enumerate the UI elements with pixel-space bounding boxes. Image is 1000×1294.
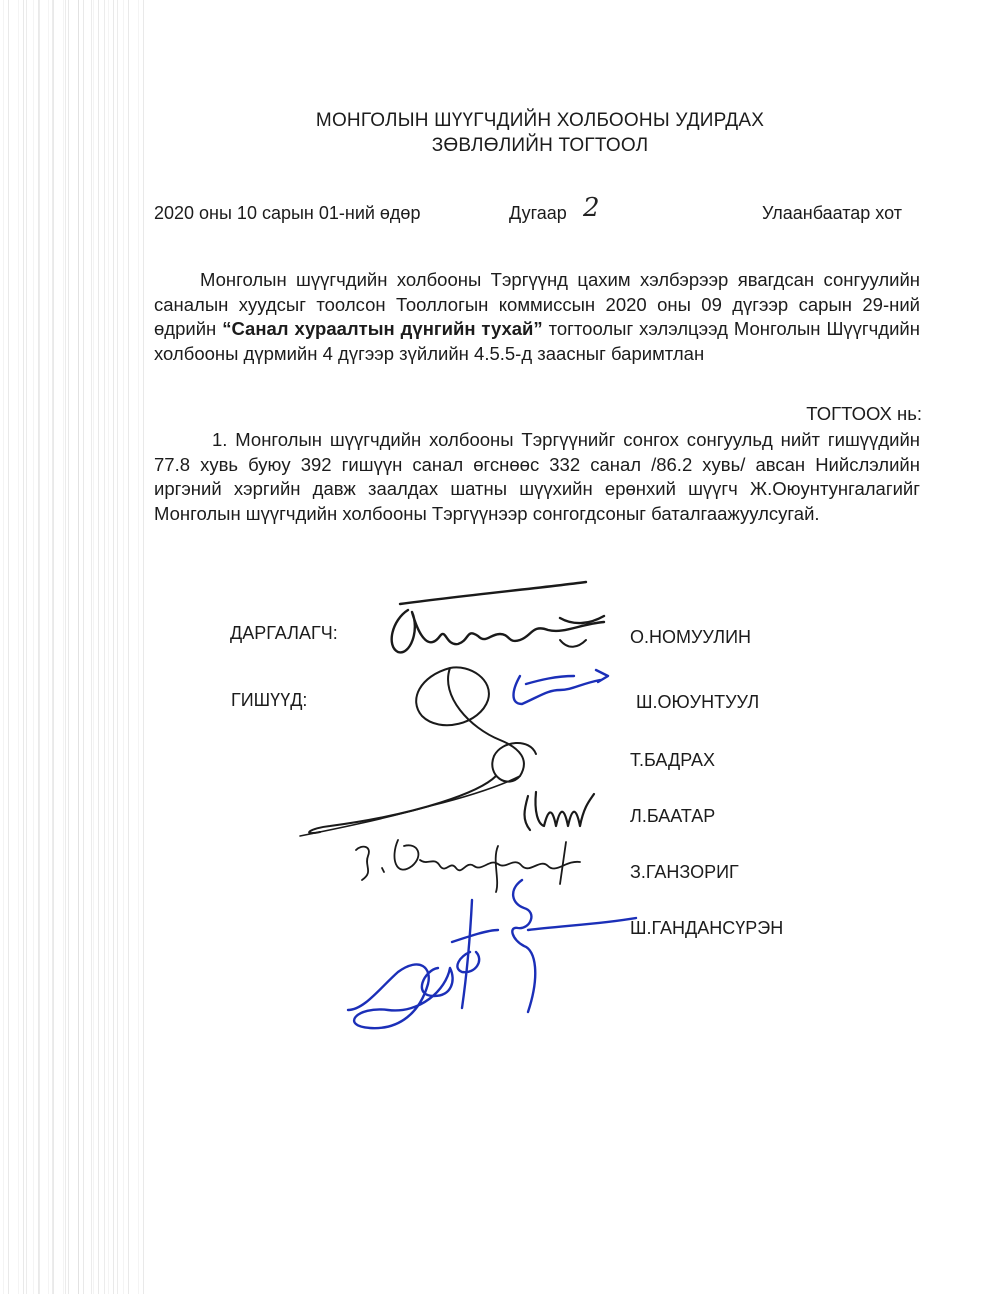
preamble-bold-title: “Санал хураалтын дүнгийн тухай”	[222, 318, 543, 339]
signatory-name: О.НОМУУЛИН	[630, 627, 752, 647]
signature-member-1	[514, 670, 609, 704]
preamble-text-2: тогтоолыг хэлэлцээд Монголын Шүүгчдийн холбооны дүрмийн 4 дүгээр зүйлийн 4.5.5-д заасныг баримтлан	[154, 318, 920, 364]
signatory-name: Л.БААТАР	[630, 806, 716, 826]
document-number-value: 2	[583, 193, 600, 223]
chair-label: ДАРГАЛАГЧ:	[230, 623, 338, 643]
members-label: ГИШҮҮД:	[231, 690, 308, 710]
signature-chair	[392, 582, 604, 652]
document-title-line1: МОНГОЛЫН ШҮҮГЧДИЙН ХОЛБООНЫ УДИРДАХ	[315, 110, 765, 131]
document-title-line2: ЗӨВЛӨЛИЙН ТОГТООЛ	[431, 135, 649, 156]
signature-member-2	[309, 667, 536, 833]
signature-member-3	[525, 792, 595, 830]
document-city: Улаанбаатар хот	[762, 203, 902, 223]
resolve-label: ТОГТООХ нь:	[806, 403, 922, 424]
signature-member-6	[512, 880, 636, 1012]
document-number-label: Дугаар	[509, 203, 567, 223]
signatory-name: Т.БАДРАХ	[630, 750, 716, 770]
scan-streaks-secondary	[20, 0, 120, 1294]
signatory-name: Ш.ОЮУНТУУЛ	[636, 692, 760, 712]
signature-member-5	[348, 900, 498, 1028]
signatory-name: Ш.ГАНДАНСҮРЭН	[630, 918, 784, 938]
document-date: 2020 оны 10 сарын 01-ний өдөр	[154, 203, 421, 223]
preamble-paragraph	[154, 268, 920, 366]
resolution-item-1-text: 1. Монголын шүүгчдийн холбооны Тэргүүнийг сонгох сонгуульд нийт гишүүдийн 77.8 хувь буюу 392 гишүүн санал өгснөөс 332 санал /86.2 хувь/ авсан Нийслэлийн иргэний хэргийн давж заалдах шатны шүүхийн ерөнхий шүүгч Ж.Оюунтунгалагийг Монголын шүүгчдийн холбооны Тэргүүнээр сонгогдсоныг баталгаажуулсугай.	[154, 429, 920, 524]
resolution-item-1	[154, 428, 920, 526]
signatory-name: З.ГАНЗОРИГ	[630, 862, 739, 882]
signature-member-4	[356, 840, 580, 892]
preamble-text-1: Монголын шүүгчдийн холбооны Тэргүүнд цахим хэлбэрээр явагдсан сонгуулийн саналын хуудсыг тоолсон Тооллогын коммиссын 2020 оны 09 дүгээр сарын 29-ний өдрийн	[154, 269, 920, 339]
